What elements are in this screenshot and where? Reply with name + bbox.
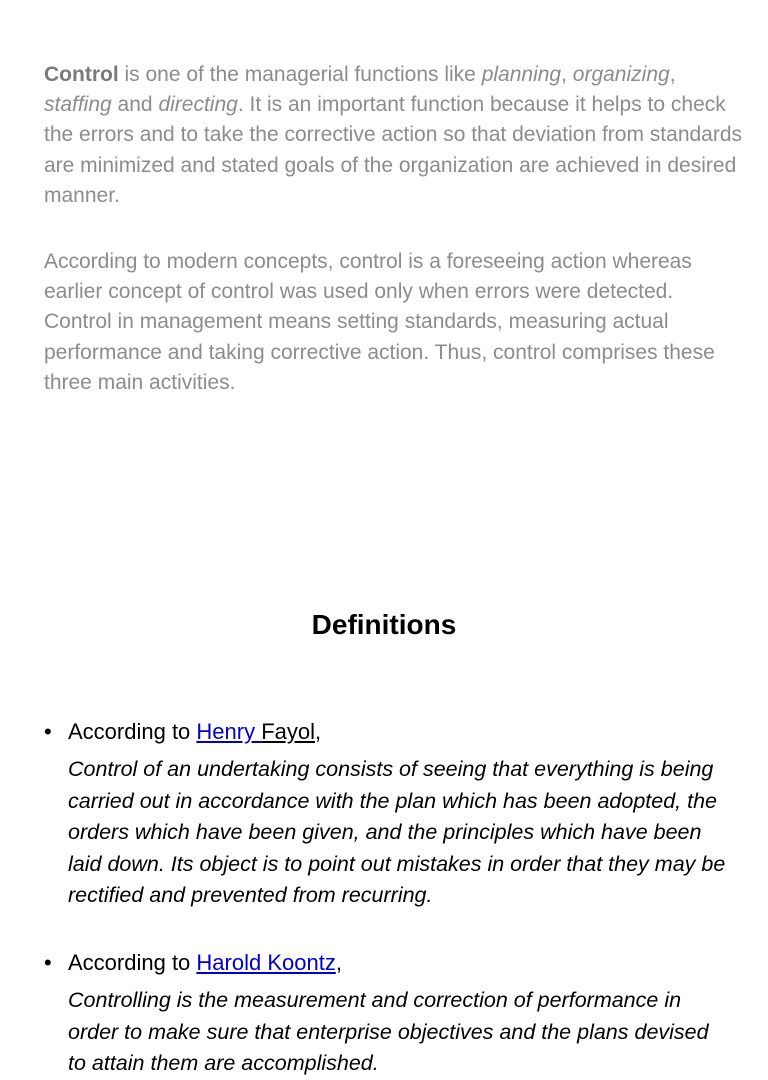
lead-suffix: , [335,950,342,975]
lead-prefix: According to [68,950,197,975]
harold-koontz-link[interactable]: Harold Koontz [196,950,336,975]
control-term: Control [44,63,119,86]
bullet-icon: • [44,719,52,744]
definitions-heading: Definitions [311,609,457,640]
lead-suffix: , [315,719,322,744]
bullet-icon: • [44,950,52,975]
fayol-name: Fayol [261,719,315,744]
term-planning: planning [481,63,562,86]
lead-prefix: According to [68,719,197,744]
modern-concept-paragraph: According to modern concepts, control is a foreseeing action whereas earlier concept of control was used only when errors were detected. Control in management means setting standards, measuring actual performance and taking corrective action. Thus, control comprises these three main activities. [44,250,715,394]
term-directing: directing [158,93,238,117]
definition-lead [68,717,321,747]
conjunction: and [111,93,159,117]
term-organizing: organizing [572,63,670,86]
intro-text-1: is one of the managerial functions like [118,63,482,86]
intro-text-rest: . It is an important function because it helps to check the errors and to take the corrective action so that deviation from standards are minimized and stated goals of the organization are achieved in desired manner. [44,93,743,207]
term-staffing: staffing [44,93,112,117]
fayol-quote: Control of an undertaking consists of seeing that everything is being carried out in accordance with the plan which has been adopted, the orders which have been given, and the principles which have been laid down. Its object is to point out mistakes in order that they may be rectified and prevented from recurring. [68,757,726,907]
intro-paragraph [44,60,744,211]
henry-link[interactable]: Henry [196,719,262,744]
comma: , [561,63,573,86]
koontz-quote: Controlling is the measurement and correction of performance in order to make sure that enterprise objectives and the plans devised to attain them are accomplished. [68,988,709,1075]
comma: , [669,63,676,86]
definition-lead [68,948,342,978]
